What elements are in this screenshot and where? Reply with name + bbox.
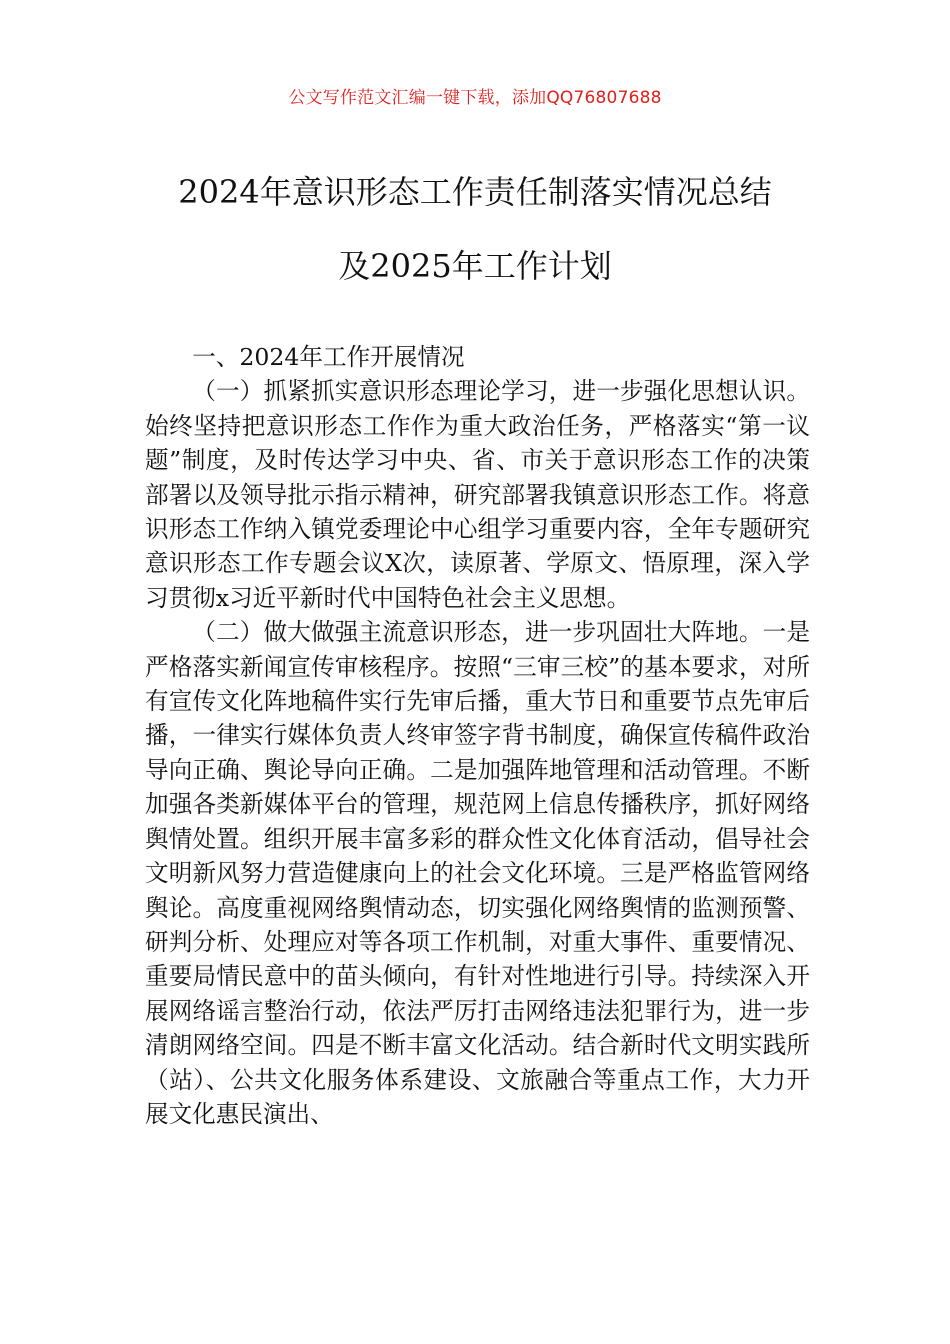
section-heading: 一、2024年工作开展情况 xyxy=(192,343,465,371)
paragraph-2: （二）做大做强主流意识形态，进一步巩固壮大阵地。一是严格落实新闻宣传审核程序。按照“三审三校”的基本要求，对所有宣传文化阵地稿件实行先审后播，重大节日和重要节点先审后播，一律实行媒体负责人终审签字背书制度，确保宣传稿件政治导向正确、舆论导向正确。二是加强阵地管理和活动管理。不断加强各类新媒体平台的管理，规范网上信息传播秩序，抓好网络舆情处置。组织开展丰富多彩的群众性文化体育活动，倡导社会文明新风努力营造健康向上的社会文化环境。三是严格监管网络舆论。高度重视网络舆情动态，切实强化网络舆情的监测预警、研判分析、处理应对等各项工作机制，对重大事件、重要情况、重要局情民意中的苗头倾向，有针对性地进行引导。持续深入开展网络谣言整治行动，依法严厉打击网络违法犯罪行为，进一步清朗网络空间。四是不断丰富文化活动。结合新时代文明实践所（站）、公共文化服务体系建设、文旅融合等重点工作，大力开展文化惠民演出、 xyxy=(145,618,810,1128)
document-title-line-1: 2024年意识形态工作责任制落实情况总结 xyxy=(178,173,772,211)
paragraph-1: （一）抓紧抓实意识形态理论学习，进一步强化思想认识。始终坚持把意识形态工作作为重大政治任务，严格落实“第一议题”制度，及时传达学习中央、省、市关于意识形态工作的决策部署以及领导批示指示精神，研究部署我镇意识形态工作。将意识形态工作纳入镇党委理论中心组学习重要内容，全年专题研究意识形态工作专题会议X次，读原著、学原文、悟原理，深入学习贯彻x习近平新时代中国特色社会主义思想。 xyxy=(145,377,810,612)
document-body xyxy=(145,340,810,1131)
document-title xyxy=(120,170,830,288)
document-title-line-2: 及2025年工作计划 xyxy=(338,247,612,285)
download-banner: 公文写作范文汇编一键下载，添加QQ76807688 xyxy=(288,88,662,108)
